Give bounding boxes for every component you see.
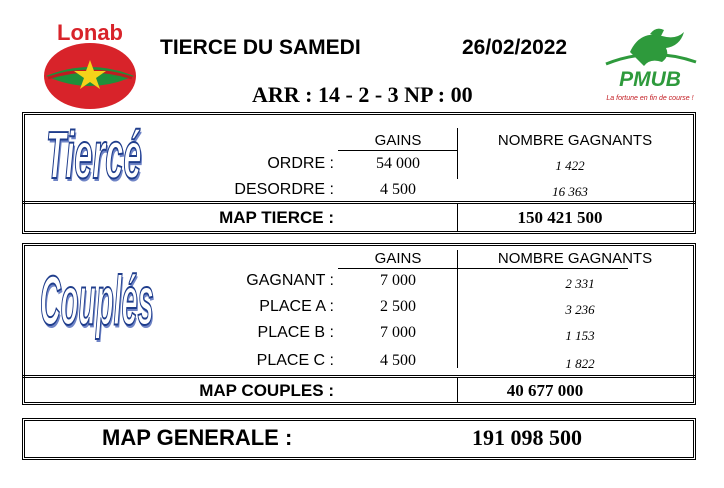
couples-col-gains: GAINS — [374, 250, 422, 267]
couples-map-divider — [457, 378, 458, 402]
couples-map-label: MAP COUPLES : — [199, 381, 334, 400]
couples-row-gagnants: 1 822 — [565, 356, 595, 371]
couples-header-underline — [338, 268, 628, 269]
map-generale-value: 191 098 500 — [472, 425, 582, 450]
couples-col-gagnants: NOMBRE GAGNANTS — [497, 250, 653, 267]
couples-row-gain: 7 000 — [380, 272, 416, 289]
tierce-column-divider — [457, 128, 458, 179]
couples-map-value: 40 677 000 — [506, 381, 584, 400]
couples-row-gagnants: 3 236 — [565, 302, 595, 317]
tierce-row-gain: 54 000 — [376, 155, 420, 172]
tierce-map-separator — [22, 201, 696, 204]
tierce-map-divider — [457, 204, 458, 231]
tierce-map-value: 150 421 500 — [517, 208, 603, 227]
tierce-header-underline — [338, 150, 458, 151]
page-title: TIERCE DU SAMEDI — [160, 36, 361, 59]
couples-section-title: Couplés — [40, 263, 154, 341]
couples-row-gain: 7 000 — [380, 324, 416, 341]
tierce-row-gagnants: 1 422 — [555, 158, 585, 173]
couples-row-label: PLACE C : — [256, 352, 334, 369]
tierce-map-label: MAP TIERCE : — [219, 208, 334, 227]
pmub-logo — [600, 22, 700, 108]
draw-date: 26/02/2022 — [462, 36, 568, 59]
pmub-logo-text: PMUB — [619, 68, 681, 91]
tierce-row-label: ORDRE : — [267, 155, 334, 172]
couples-row-label: PLACE B : — [257, 324, 334, 341]
tierce-section-title: Tiercé — [46, 119, 142, 194]
lonab-logo — [38, 14, 142, 112]
couples-row-gain: 2 500 — [380, 298, 416, 315]
map-generale-label: MAP GENERALE : — [102, 425, 293, 450]
tierce-col-gagnants: NOMBRE GAGNANTS — [497, 132, 653, 149]
tierce-row-gagnants: 16 363 — [552, 184, 588, 199]
pmub-tagline: La fortune en fin de course ! — [606, 95, 694, 102]
couples-row-label: GAGNANT : — [246, 272, 334, 289]
tierce-row-label: DESORDRE : — [234, 181, 334, 198]
couples-row-gagnants: 1 153 — [565, 328, 595, 343]
couples-row-gagnants: 2 331 — [565, 276, 595, 291]
couples-row-label: PLACE A : — [259, 298, 334, 315]
couples-map-separator — [22, 375, 696, 378]
tierce-row-gain: 4 500 — [380, 181, 416, 198]
couples-row-gain: 4 500 — [380, 352, 416, 369]
tierce-col-gains: GAINS — [374, 132, 422, 149]
arrivee-line: ARR : 14 - 2 - 3 NP : 00 — [252, 82, 473, 107]
lonab-logo-text: Lonab — [57, 20, 123, 45]
